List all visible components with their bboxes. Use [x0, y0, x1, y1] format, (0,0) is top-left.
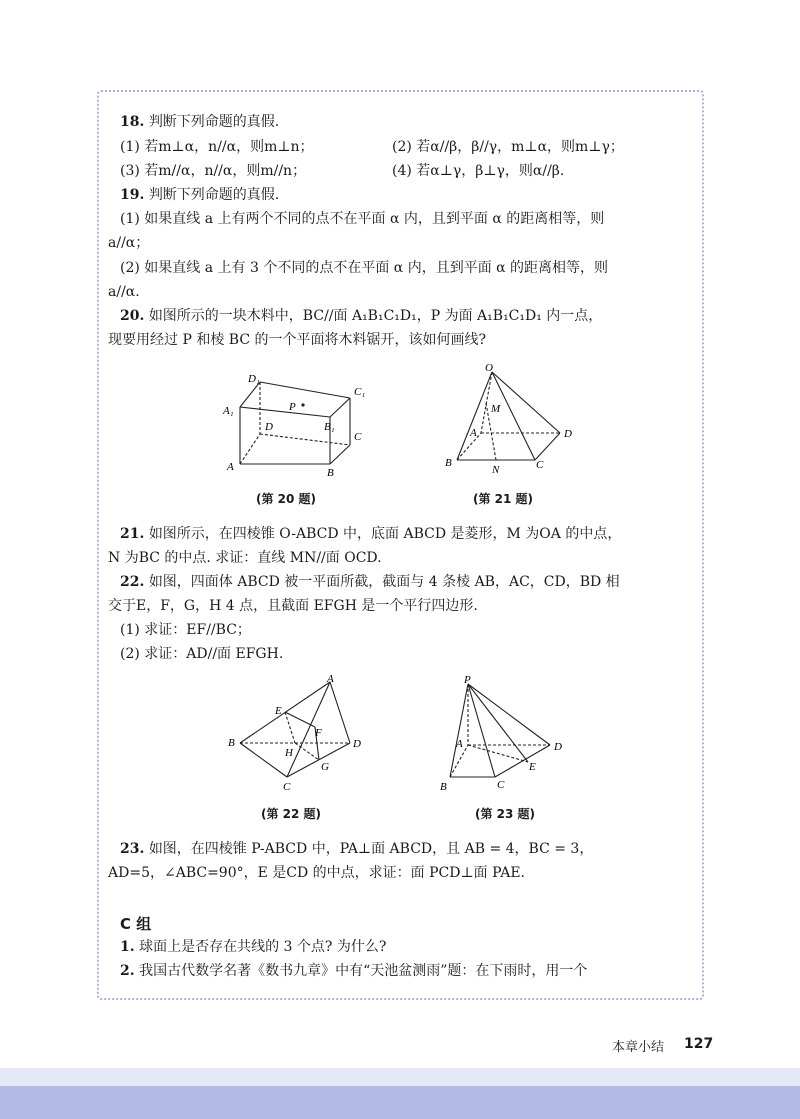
problem-18-item-3: (3) 若m//α，n//α，则m//n；	[120, 163, 307, 179]
label-a: A	[327, 673, 334, 685]
group-c-question-2	[120, 962, 587, 980]
bottom-band	[0, 1086, 800, 1119]
group-c-q2-number: 2.	[120, 963, 135, 979]
label-a: A	[227, 461, 234, 473]
page-number: 127	[684, 1036, 714, 1052]
group-c-question-1	[120, 938, 386, 956]
problem-20-number: 20.	[120, 308, 145, 324]
label-p: P	[464, 674, 471, 686]
label-n: N	[492, 464, 500, 476]
label-c: C	[497, 779, 505, 791]
label-a: A	[456, 738, 463, 750]
point-p	[301, 403, 304, 406]
label-c: C	[536, 459, 544, 471]
problem-19-line-4: a//α.	[108, 284, 140, 300]
footer-section: 本章小结	[612, 1040, 665, 1055]
problem-18-text: 判断下列命题的真假.	[148, 114, 280, 130]
label-d: D	[265, 421, 273, 433]
label-o: O	[485, 362, 493, 374]
problem-20-line-1: 如图所示的一块木料中，BC//面 A₁B₁C₁D₁，P 为面 A₁B₁C₁D₁ 内一点，	[148, 308, 603, 324]
problem-20-line-2: 现要用经过 P 和棱 BC 的一个平面将木料锯开，该如何画线?	[108, 332, 486, 348]
problem-21-line-1: 如图所示，在四棱锥 O-ABCD 中，底面 ABCD 是菱形，M 为OA 的中点，	[148, 526, 622, 542]
problem-18-item-4: (4) 若α⊥γ，β⊥γ，则α//β.	[392, 163, 565, 179]
label-d: D	[564, 428, 572, 440]
caption-fig20: (第 20 题)	[256, 492, 317, 506]
label-c1: C₁	[354, 386, 366, 398]
label-b: B	[228, 737, 235, 749]
figure-23	[440, 672, 580, 797]
figure-20	[215, 372, 375, 484]
label-g: G	[321, 761, 329, 773]
label-e: E	[275, 705, 282, 717]
caption-fig23: (第 23 题)	[475, 807, 536, 821]
problem-19-line-1: (1) 如果直线 a 上有两个不同的点不在平面 α 内，且到平面 α 的距离相等，则	[120, 211, 605, 227]
group-c-title: C 组	[120, 915, 152, 933]
problem-21-number: 21.	[120, 526, 145, 542]
label-a1: A₁	[223, 405, 234, 417]
figure-21	[435, 360, 585, 485]
label-b1: B₁	[324, 421, 335, 433]
label-p: P	[289, 401, 296, 413]
group-c-q2-text: 我国古代数学名著《数书九章》中有“天池盆测雨”题：在下雨时，用一个	[139, 963, 588, 979]
problem-22-line-1: 如图，四面体 ABCD 被一平面所截，截面与 4 条棱 AB，AC，CD，BD 相	[148, 574, 620, 590]
label-h: H	[285, 747, 293, 759]
problem-22-line-2: 交于E，F，G，H 4 点，且截面 EFGH 是一个平行四边形.	[108, 598, 478, 614]
group-c-q1-number: 1.	[120, 939, 135, 955]
label-c: C	[283, 781, 291, 793]
problem-18	[120, 113, 279, 131]
problem-19-line-3: (2) 如果直线 a 上有 3 个不同的点不在平面 α 内，且到平面 α 的距离相等，则	[120, 260, 609, 276]
label-d: D	[353, 738, 361, 750]
problem-23	[120, 840, 593, 858]
problem-19-text: 判断下列命题的真假.	[148, 187, 280, 203]
problem-19-line-2: a//α；	[108, 235, 150, 251]
problem-22	[120, 573, 620, 591]
problem-20	[120, 307, 602, 325]
problem-23-line-1: 如图，在四棱锥 P-ABCD 中，PA⊥面 ABCD，且 AB = 4，BC = 3，	[148, 841, 594, 857]
problem-23-number: 23.	[120, 841, 145, 857]
label-m: M	[491, 403, 501, 415]
label-f: F	[315, 727, 322, 739]
label-c: C	[354, 431, 362, 443]
problem-22-line-3: (1) 求证：EF//BC；	[120, 622, 251, 638]
problem-19	[120, 186, 279, 204]
group-c-q1-text: 球面上是否存在共线的 3 个点? 为什么?	[139, 939, 387, 955]
problem-23-line-2: AD=5，∠ABC=90°，E 是CD 的中点，求证：面 PCD⊥面 PAE.	[108, 865, 526, 881]
caption-fig21: (第 21 题)	[473, 492, 534, 506]
figure-22	[225, 672, 375, 797]
label-b: B	[440, 781, 447, 793]
problem-18-item-1: (1) 若m⊥α，n//α，则m⊥n；	[120, 139, 314, 155]
problem-19-number: 19.	[120, 187, 145, 203]
label-d: D	[554, 741, 562, 753]
problem-21-line-2: N 为BC 的中点. 求证：直线 MN//面 OCD.	[108, 550, 382, 566]
label-b: B	[445, 457, 452, 469]
label-d1: D₁	[248, 373, 260, 385]
label-b: B	[327, 467, 334, 479]
problem-18-number: 18.	[120, 114, 145, 130]
label-a: A	[470, 427, 477, 439]
problem-18-item-2: (2) 若α//β，β//γ，m⊥α，则m⊥γ；	[392, 139, 624, 155]
problem-21	[120, 525, 621, 543]
caption-fig22: (第 22 题)	[261, 807, 322, 821]
problem-22-number: 22.	[120, 574, 145, 590]
label-e: E	[529, 761, 536, 773]
problem-22-line-4: (2) 求证：AD//面 EFGH.	[120, 646, 284, 662]
